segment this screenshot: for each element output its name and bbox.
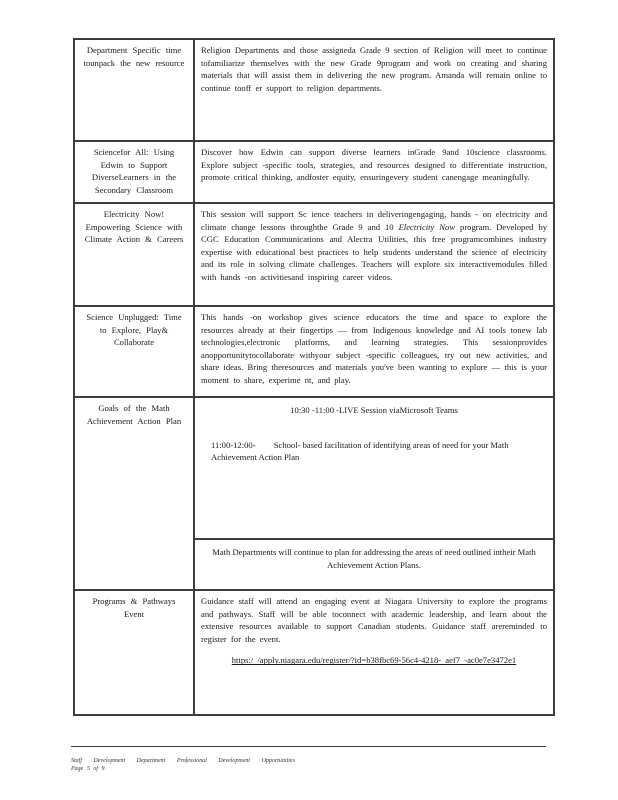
session-title: Goals of the Math Achievement Action Plan	[75, 398, 195, 589]
session-title: Science Unplugged: Time to Explore, Play& Collaborate	[75, 307, 195, 396]
session-title: Department Specific time tounpack the new resource	[75, 40, 195, 140]
description-text: This session will support Sc ience teachers in deliveringengaging, hands - on electricity and climate change lessons throughthe Grade 9 and 10	[201, 209, 547, 232]
table-row	[75, 40, 553, 142]
table-row	[75, 142, 553, 204]
session-description	[195, 204, 553, 305]
live-session: 10:30 -11:00 -LIVE Session viaMicrosoft Teams	[290, 405, 458, 415]
registration-link[interactable]: https:/ /apply.niagara.edu/register/?id=b38fbc69-56c4-4218- aef7 -ac0e7e3472e1	[231, 655, 517, 666]
school-session	[205, 439, 543, 464]
session-text: School- based facilitation of identifying areas of need for your Math Achievement Action Plan	[211, 439, 509, 463]
program-name: Electricity Now	[398, 221, 456, 232]
session-title: Electricity Now! Empowering Science with Climate Action & Careers	[75, 204, 195, 305]
footer-title: Staff Development Department Professional Development Opportunities	[71, 758, 295, 764]
table-row	[75, 591, 553, 714]
sessions-table	[73, 38, 555, 716]
session-title: Programs & Pathways Event	[75, 591, 195, 714]
description-text: program. Developed by CGC Education Communications and Alectra Utilities, this free programcombines industry expertise with educational best practices to help students understand the science of electricity and its role in solving climate challenges. Teachers will explore six interactivemodules filled with hands -on activitiesand inspiring career videos.	[201, 221, 547, 282]
table-row	[75, 398, 553, 591]
footer-divider	[71, 746, 546, 747]
table-row	[75, 307, 553, 398]
page-number: Page 5 of 9	[71, 766, 105, 772]
page-footer	[71, 757, 295, 773]
session-description: Discover how Edwin can support diverse learners inGrade 9and 10science classrooms. Explore subject -specific tools, strategies, and resources designed to differentiate instruction, promote critical thinking, andfoster equity, ensuringevery student canengage meaningfully.	[201, 147, 547, 183]
session-description: This hands -on workshop gives science educators the time and space to explore the resources already at their fingertips — from Indigenous knowledge and AI tools tonew lab technologies,electronic platforms, and learning strategies. This sessionprovides anopportunitytocollaborate withyour subject -specific colleagues, try out new activities, and share ideas. Bring theresources and materials you've been wanting to explore — this is your moment to share, experime nt, and play.	[201, 312, 547, 385]
table-row	[75, 204, 553, 307]
session-time: 11:00-12:00-	[211, 439, 256, 450]
session-schedule	[195, 398, 553, 540]
session-description: Religion Departments and those assigneda Grade 9 section of Religion will meet to continue tofamiliarize themselves with the new Grade 9program and work on creating and sharing materials that will assist them in delivering the new program. Amanda will remain online to continue tooff er support to religion departments.	[201, 45, 547, 93]
session-description	[195, 591, 553, 714]
session-followup: Math Departments will continue to plan for addressing the areas of need outlined intheir Math Achievement Action Plans.	[212, 547, 536, 570]
session-title: Sciencefor All: Using Edwin to Support DiverseLearners in the Secondary Classroom	[75, 142, 195, 202]
description-text: Guidance staff will attend an engaging event at Niagara University to explore the programs and pathways. Staff will be able toconnect with academic leadership, and learn about the extensive resources available to support Canadian students. Guidance staff arereminded to register for the event.	[201, 596, 547, 644]
